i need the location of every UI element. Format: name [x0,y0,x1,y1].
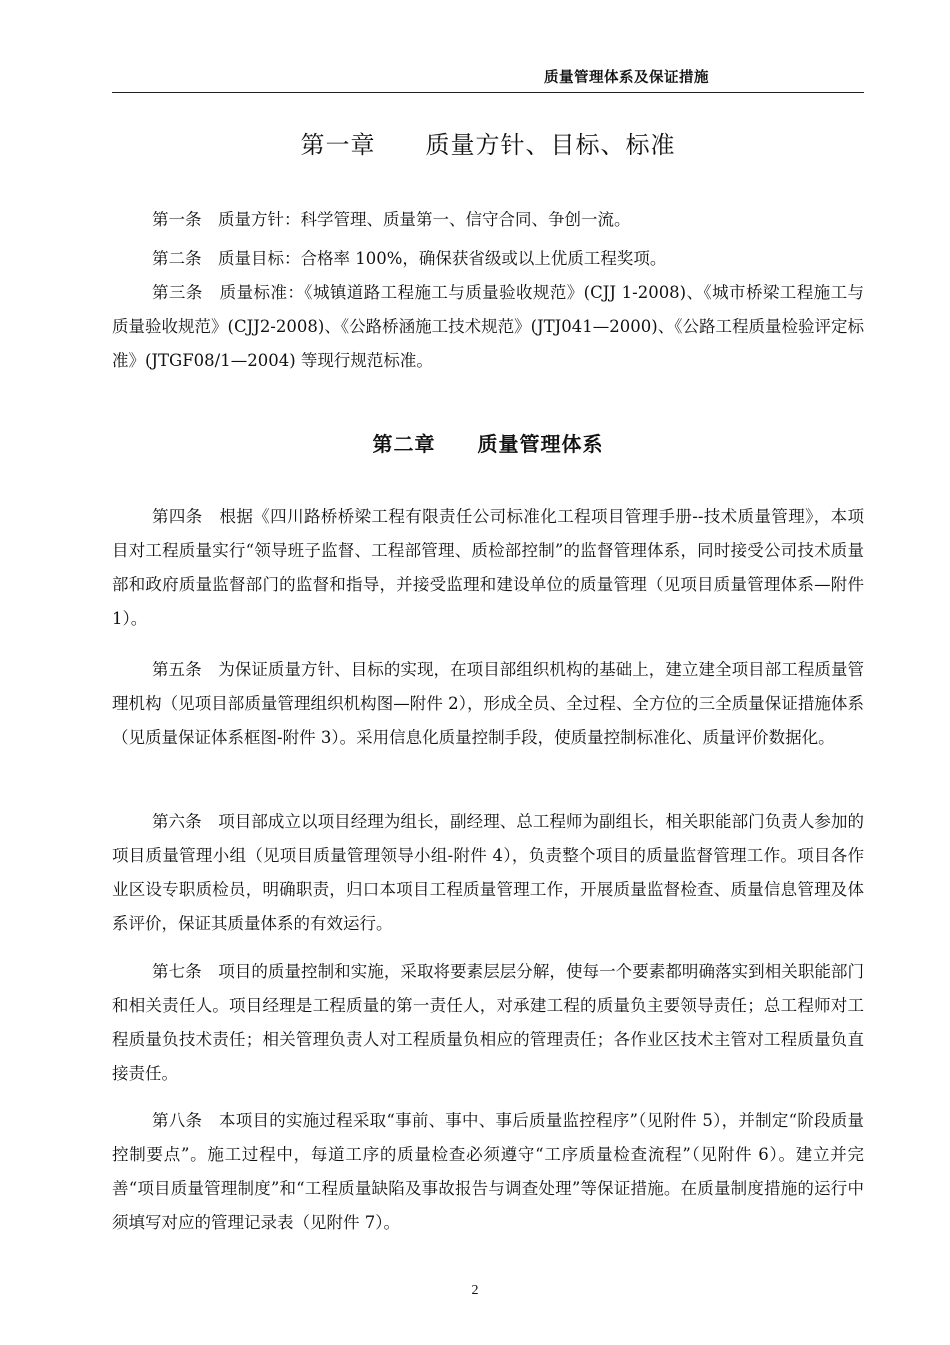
article-3: 第三条 质量标准：《城镇道路工程施工与质量验收规范》(CJJ 1-2008)、《城市桥梁工程施工与质量验收规范》(CJJ2-2008)、《公路桥涵施工技术规范》(JTJ041—2000)、《公路工程质量检验评定标准》(JTGF08/1—2004) 等现行规范标准。 [112,283,864,370]
header-title: 质量管理体系及保证措施 [544,70,709,86]
chapter-2-title: 第二章 质量管理体系 [372,432,604,456]
article-1: 第一条 质量方针：科学管理、质量第一、信守合同、争创一流。 [152,210,631,229]
article-7: 第七条 项目的质量控制和实施，采取将要素层层分解，使每一个要素都明确落实到相关职能部门和相关责任人。项目经理是工程质量的第一责任人，对承建工程的质量负主要领导责任；总工程师对工程质量负技术责任；相关管理负责人对工程质量负相应的管理责任；各作业区技术主管对工程质量负直接责任。 [112,962,864,1083]
page-header [112,68,864,93]
article-5: 第五条 为保证质量方针、目标的实现，在项目部组织机构的基础上，建立建全项目部工程质量管理机构（见项目部质量管理组织机构图—附件 2），形成全员、全过程、全方位的三全质量保证措施体系（见质量保证体系框图-附件 3）。采用信息化质量控制手段，使质量控制标准化、质量评价数据化。 [112,660,864,747]
chapter-1-title: 第一章 质量方针、目标、标准 [300,131,676,159]
article-4: 第四条 根据《四川路桥桥梁工程有限责任公司标准化工程项目管理手册--技术质量管理》，本项目对工程质量实行“领导班子监督、工程部管理、质检部控制”的监督管理体系，同时接受公司技术质量部和政府质量监督部门的监督和指导，并接受监理和建设单位的质量管理（见项目质量管理体系—附件 1）。 [112,507,864,628]
page-number: 2 [471,1283,479,1298]
article-6: 第六条 项目部成立以项目经理为组长，副经理、总工程师为副组长，相关职能部门负责人参加的项目质量管理小组（见项目质量管理领导小组-附件 4），负责整个项目的质量监督管理工作。项目各作业区设专职质检员，明确职责，归口本项目工程质量管理工作，开展质量监督检查、质量信息管理及体系评价，保证其质量体系的有效运行。 [112,812,864,933]
article-2: 第二条 质量目标：合格率 100%，确保获省级或以上优质工程奖项。 [152,249,667,268]
article-8: 第八条 本项目的实施过程采取“事前、事中、事后质量监控程序”（见附件 5），并制定“阶段质量控制要点”。施工过程中，每道工序的质量检查必须遵守“工序质量检查流程”（见附件 6）。建立并完善“项目质量管理制度”和“工程质量缺陷及事故报告与调查处理”等保证措施。在质量制度措施的运行中须填写对应的管理记录表（见附件 7）。 [112,1111,864,1232]
